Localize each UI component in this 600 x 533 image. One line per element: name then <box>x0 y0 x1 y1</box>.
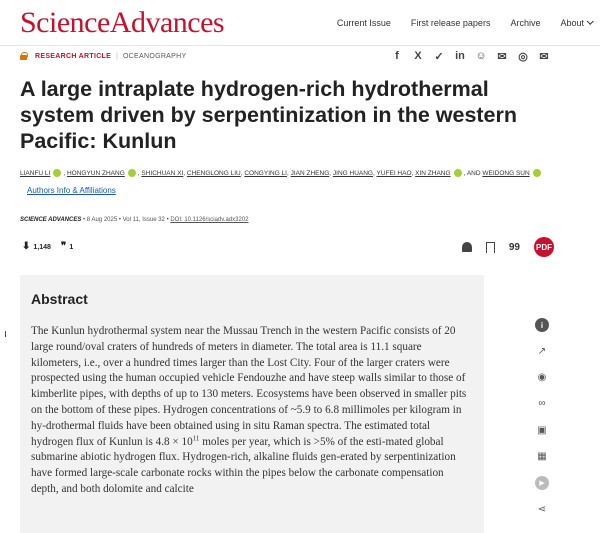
site-header <box>0 0 600 46</box>
nav-current-issue[interactable]: Current Issue <box>336 18 391 28</box>
author-link[interactable]: YUFEI HAO <box>376 170 412 177</box>
nav-archive[interactable]: Archive <box>510 18 541 28</box>
downloads-count: 1,148 <box>33 244 51 251</box>
linkedin-icon[interactable]: in <box>455 50 465 62</box>
orcid-icon[interactable] <box>454 169 462 177</box>
nav-about[interactable] <box>560 18 592 28</box>
info-icon[interactable]: i <box>535 318 549 332</box>
cite-icon[interactable]: 99 <box>508 241 520 253</box>
share-icon[interactable]: ⋖ <box>537 503 547 515</box>
facebook-icon[interactable]: f <box>395 50 399 62</box>
abstract-text-part: moles per year, which is >5% of the esti-mated global submarine abiotic hydrogen flux. Hydrogen-rich, alkaline fluids gen-erated by serpentinization have formed large-scale carbonate rocks within the pipes below the carbonate compensation depth, and both dolomite and calcite <box>31 435 456 495</box>
article-section[interactable]: OCEANOGRAPHY <box>122 52 187 60</box>
abstract-text-part: The Kunlun hydrothermal system near the Mussau Trench in the western Pacific consists of 20 large round/oval craters of hundreds of meters in diameter. The total area is 11.1 square kilometers, i.e., over a hundred times larger than the Lost City. Four of the larger craters were prospected using the human occupied vehicle Fendouzhe and have steep walls similar to those of kimberlite pipes, with depths of up to 130 meters. Ecosystems have been observed in smaller pits on the bottom of these pipes. Hydrogen concentrations of ~5.9 to 6.8 millimoles per kilogram in hy-drothermal fluids have been obtained using in situ Raman spectra. The estimated total hydrogen flux of Kunlun is 4.8 × 10 <box>31 325 467 448</box>
whatsapp-icon[interactable]: ◎ <box>518 51 528 63</box>
author-link[interactable]: SHICHUAN XI <box>141 170 184 177</box>
divider: | <box>116 52 118 60</box>
play-icon[interactable]: ▶ <box>535 476 549 490</box>
download-icon: ⬇ <box>22 241 31 252</box>
site-logo[interactable]: ScienceAdvances <box>20 6 225 39</box>
volume-issue[interactable]: Vol 11, Issue 32 <box>122 217 165 223</box>
affiliations-link[interactable]: Authors Info & Affiliations <box>27 186 116 195</box>
x-icon[interactable]: X <box>414 50 422 62</box>
quote-icon: ❞ <box>60 241 67 252</box>
article-title: A large intraplate hydrogen-rich hydrothermal system driven by serpentinization in the western Pacific: Kunlun <box>20 77 518 153</box>
open-access-lock-icon <box>20 52 27 60</box>
divider: • <box>118 217 123 223</box>
orcid-icon[interactable] <box>53 169 61 177</box>
main-nav <box>317 18 592 28</box>
exponent: 11 <box>192 433 200 442</box>
author-link[interactable]: XIN ZHANG <box>415 170 451 177</box>
downloads-metric[interactable] <box>22 241 51 252</box>
link-icon[interactable]: ∞ <box>538 398 546 410</box>
divider: • <box>166 217 171 223</box>
eye-icon[interactable]: ◉ <box>537 372 547 384</box>
author-link[interactable]: CHENGLONG LIU <box>186 170 241 177</box>
email-icon[interactable]: ✉ <box>539 51 549 63</box>
abstract-text <box>31 324 473 498</box>
abstract-section <box>20 275 484 533</box>
nav-about-label: About <box>560 18 584 28</box>
bookmark-icon[interactable] <box>486 242 495 253</box>
abstract-heading: Abstract <box>31 291 88 307</box>
table-icon[interactable]: ▦ <box>537 450 547 462</box>
author-link[interactable]: LIANFU LI <box>20 170 51 177</box>
orcid-icon[interactable] <box>533 169 541 177</box>
reddit-icon[interactable]: ☺ <box>475 50 487 62</box>
author-link[interactable]: JING HUANG <box>332 170 373 177</box>
article-meta <box>20 52 186 60</box>
author-link[interactable]: JIAN ZHENG <box>290 170 330 177</box>
nav-first-release[interactable]: First release papers <box>410 18 491 28</box>
article-type[interactable]: RESEARCH ARTICLE <box>35 52 112 60</box>
author-link[interactable]: WEIDONG SUN <box>482 170 530 177</box>
trend-icon[interactable]: ↗ <box>537 345 547 357</box>
divider: • <box>83 217 87 223</box>
article-metrics <box>22 241 73 252</box>
chevron-down-icon <box>587 18 594 25</box>
images-icon[interactable]: ▣ <box>537 424 547 436</box>
side-tool-rail <box>531 318 553 528</box>
pub-date: 8 Aug 2025 <box>86 217 118 223</box>
author-link[interactable]: CONGYING LI <box>244 170 287 177</box>
wechat-icon[interactable]: ✉ <box>497 51 507 63</box>
doi-link[interactable]: DOI: 10.1126/sciadv.adx3202 <box>170 217 249 223</box>
pdf-button[interactable]: PDF <box>534 237 554 257</box>
author-list: LIANFU LI , HONGYUN ZHANG , SHICHUAN XI, CHENGLONG LIU, CONGYING LI, JIAN ZHENG, JING HUANG, YUFEI HAO, XIN ZHANG , AND WEIDONG SUN <box>20 169 580 179</box>
journal-name[interactable]: SCIENCE ADVANCES <box>20 217 82 223</box>
share-bar <box>391 50 550 63</box>
and-label: , AND <box>463 170 481 177</box>
alert-bell-icon[interactable] <box>462 242 472 252</box>
bluesky-icon[interactable]: ✓ <box>434 51 444 63</box>
orcid-icon[interactable] <box>128 169 136 177</box>
publication-info <box>20 217 249 223</box>
section-marker <box>5 331 6 337</box>
author-link[interactable]: HONGYUN ZHANG <box>66 170 125 177</box>
article-tools <box>462 237 554 257</box>
citations-count: 1 <box>69 244 74 251</box>
citations-metric[interactable] <box>61 241 73 252</box>
